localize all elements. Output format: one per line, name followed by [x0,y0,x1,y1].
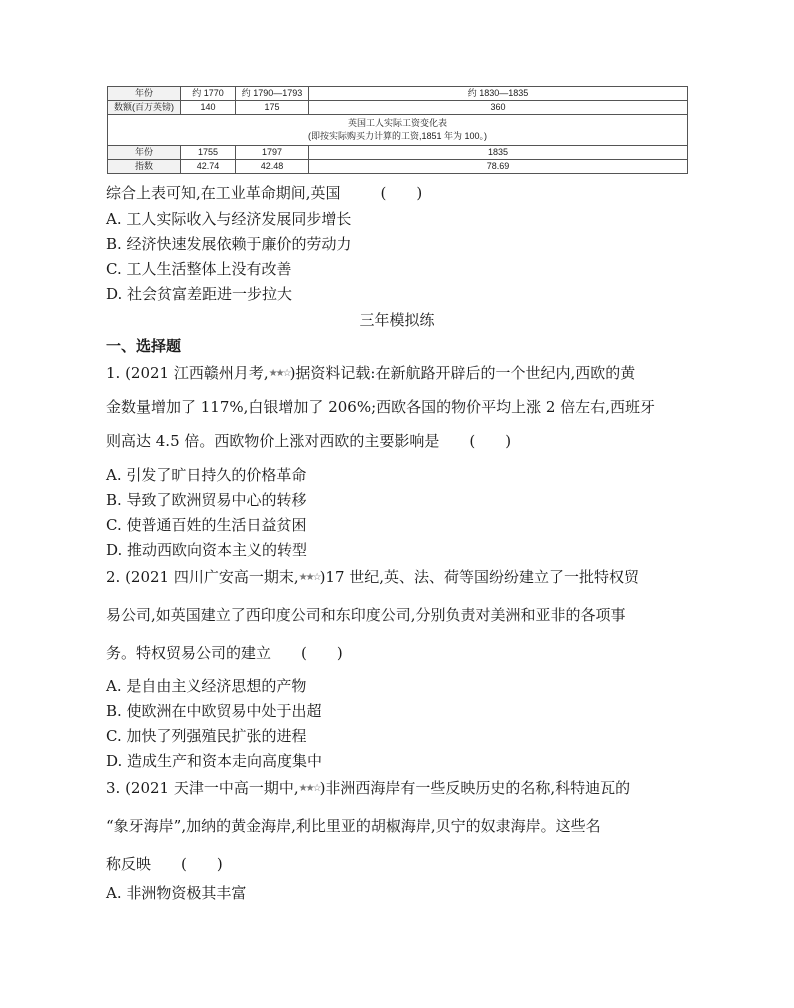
table-cell: 360 [309,101,688,115]
table-cell: 数额(百万英镑) [108,101,181,115]
economic-data-table [107,86,688,174]
question-2-line-3 [106,644,343,662]
option-a: A. 是自由主义经济思想的产物 [106,677,307,695]
question-source: 3. (2021 天津一中高一期中, [106,779,299,797]
table-cell: 1755 [181,146,236,160]
table-cell: 约 1770 [181,87,236,101]
question-stem-text: 综合上表可知,在工业革命期间,英国 [106,184,341,202]
option-d: D. 推动西欧向资本主义的转型 [106,541,308,559]
option-a: A. 引发了旷日持久的价格革命 [106,466,307,484]
table-cell: 约 1830—1835 [309,87,688,101]
question-3-line-2: “象牙海岸”,加纳的黄金海岸,利比里亚的胡椒海岸,贝宁的奴隶海岸。这些名 [106,817,601,835]
option-c: C. 工人生活整体上没有改善 [106,260,292,278]
question-text: 则高达 4.5 倍。西欧物价上涨对西欧的主要影响是 [106,432,440,450]
table-cell: 约 1790—1793 [236,87,309,101]
question-text: 称反映 [106,855,152,873]
question-text: )据资料记载:在新航路开辟后的一个世纪内,西欧的黄 [289,364,636,382]
table-cell: 140 [181,101,236,115]
question-text: 务。特权贸易公司的建立 [106,644,272,662]
answer-blank: ( ) [181,855,223,873]
option-b: B. 经济快速发展依赖于廉价的劳动力 [106,235,352,253]
subsection-heading: 一、选择题 [106,337,182,355]
question-1-line-3 [106,432,511,450]
question-source: 2. (2021 四川广安高一期末, [106,568,299,586]
question-text: )非洲西海岸有一些反映历史的名称,科特迪瓦的 [319,779,631,797]
table-caption-note: (即按实际购买力计算的工资,1851 年为 100。) [307,131,488,141]
question-3-line-3 [106,855,223,873]
option-b: B. 导致了欧洲贸易中心的转移 [106,491,307,509]
option-a: A. 工人实际收入与经济发展同步增长 [106,210,352,228]
difficulty-stars-icon: ★★☆ [298,783,320,794]
option-c: C. 加快了列强殖民扩张的进程 [106,727,307,745]
option-d: D. 社会贫富差距进一步拉大 [106,285,293,303]
table-row [108,87,688,101]
table-caption-row [108,115,688,146]
question-2-line-2: 易公司,如英国建立了西印度公司和东印度公司,分别负责对美洲和亚非的各项事 [106,606,626,624]
answer-blank: ( ) [301,644,343,662]
question-stem [106,184,422,202]
section-title: 三年模拟练 [359,311,435,329]
table-caption [108,115,688,146]
option-a: A. 非洲物资极其丰富 [106,884,247,902]
table-cell: 1797 [236,146,309,160]
table-row [108,160,688,174]
answer-blank: ( ) [469,432,512,450]
table-cell: 年份 [108,146,181,160]
table-cell: 42.74 [181,160,236,174]
table-cell: 年份 [108,87,181,101]
table-cell: 175 [236,101,309,115]
question-source: 1. (2021 江西赣州月考, [106,364,269,382]
difficulty-stars-icon: ★★☆ [298,572,320,583]
table-cell: 42.48 [236,160,309,174]
table-caption-title: 英国工人实际工资变化表 [347,118,447,128]
table-cell: 指数 [108,160,181,174]
option-c: C. 使普通百姓的生活日益贫困 [106,516,307,534]
table-cell: 78.69 [309,160,688,174]
answer-blank: ( ) [380,184,423,202]
option-d: D. 造成生产和资本走向高度集中 [106,752,323,770]
question-2-line-1 [106,568,639,587]
table-cell: 1835 [309,146,688,160]
table-row [108,146,688,160]
difficulty-stars-icon: ★★☆ [268,368,290,379]
question-1-line-2: 金数量增加了 117%,白银增加了 206%;西欧各国的物价平均上涨 2 倍左右,西班牙 [106,398,655,416]
option-b: B. 使欧洲在中欧贸易中处于出超 [106,702,322,720]
question-text: )17 世纪,英、法、荷等国纷纷建立了一批特权贸 [319,568,640,586]
question-1-line-1 [106,364,635,383]
question-3-line-1 [106,779,630,798]
table-row [108,101,688,115]
